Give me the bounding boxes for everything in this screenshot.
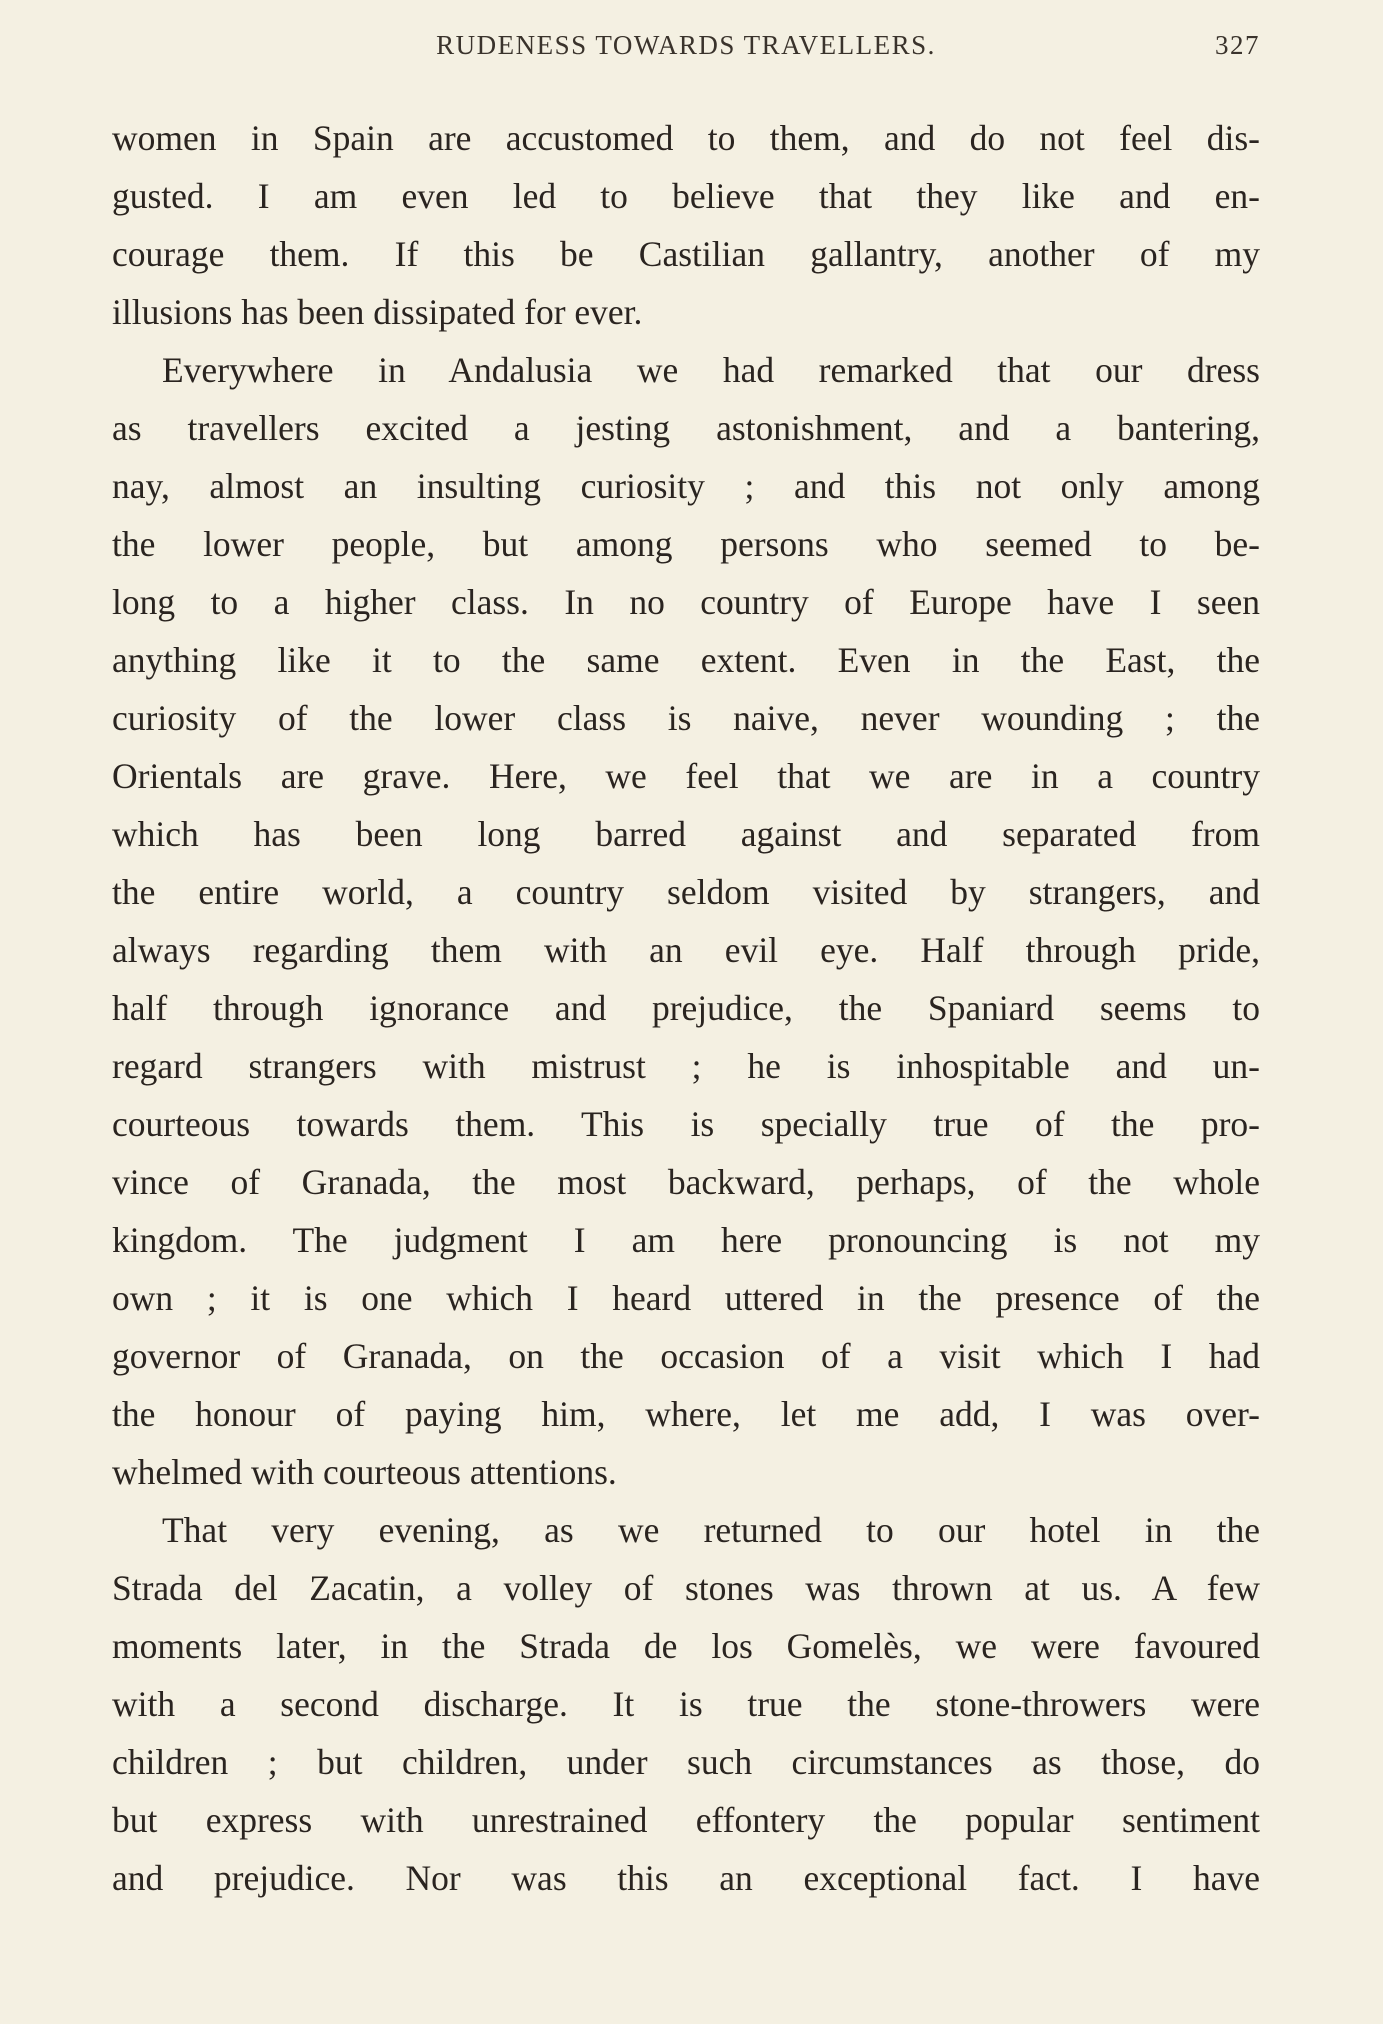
text-line: That very evening, as we returned to our hotel in the (162, 1510, 1260, 1550)
text-line: Everywhere in Andalusia we had remarked that our dress (162, 350, 1260, 390)
text-line: as travellers excited a jesting astonishment, and a bantering, (112, 408, 1260, 448)
text-line: Orientals are grave. Here, we feel that we are in a country (112, 756, 1260, 796)
running-header (112, 30, 1260, 70)
running-title: RUDENESS TOWARDS TRAVELLERS. (436, 30, 936, 60)
text-line: kingdom. The judgment I am here pronouncing is not my (112, 1220, 1260, 1260)
text-line: with a second discharge. It is true the stone-throwers were (112, 1684, 1260, 1724)
text-line: the entire world, a country seldom visited by strangers, and (112, 872, 1260, 912)
text-line: half through ignorance and prejudice, the Spaniard seems to (112, 988, 1260, 1028)
text-line: the lower people, but among persons who seemed to be- (112, 524, 1260, 564)
text-line: whelmed with courteous attentions. (112, 1452, 617, 1492)
text-line: courage them. If this be Castilian gallantry, another of my (112, 234, 1260, 274)
text-line: the honour of paying him, where, let me add, I was over- (112, 1394, 1260, 1434)
text-line: curiosity of the lower class is naive, never wounding ; the (112, 698, 1260, 738)
text-line: vince of Granada, the most backward, perhaps, of the whole (112, 1162, 1260, 1202)
page-number: 327 (1215, 30, 1260, 60)
text-line: women in Spain are accustomed to them, and do not feel dis- (112, 118, 1260, 158)
text-line: illusions has been dissipated for ever. (112, 292, 643, 332)
text-line: and prejudice. Nor was this an exceptional fact. I have (112, 1858, 1260, 1898)
text-line: which has been long barred against and separated from (112, 814, 1260, 854)
text-line: always regarding them with an evil eye. Half through pride, (112, 930, 1260, 970)
text-line: gusted. I am even led to believe that they like and en- (112, 176, 1260, 216)
text-line: nay, almost an insulting curiosity ; and this not only among (112, 466, 1260, 506)
text-line: anything like it to the same extent. Even in the East, the (112, 640, 1260, 680)
text-line: governor of Granada, on the occasion of a visit which I had (112, 1336, 1260, 1376)
text-line: regard strangers with mistrust ; he is inhospitable and un- (112, 1046, 1260, 1086)
text-line: courteous towards them. This is specially true of the pro- (112, 1104, 1260, 1144)
text-line: Strada del Zacatin, a volley of stones was thrown at us. A few (112, 1568, 1260, 1608)
body-text (112, 109, 1260, 1907)
text-line: own ; it is one which I heard uttered in the presence of the (112, 1278, 1260, 1318)
text-line: long to a higher class. In no country of Europe have I seen (112, 582, 1260, 622)
text-line: but express with unrestrained effontery the popular sentiment (112, 1800, 1260, 1840)
text-line: children ; but children, under such circumstances as those, do (112, 1742, 1260, 1782)
text-line: moments later, in the Strada de los Gomelès, we were favoured (112, 1626, 1260, 1666)
